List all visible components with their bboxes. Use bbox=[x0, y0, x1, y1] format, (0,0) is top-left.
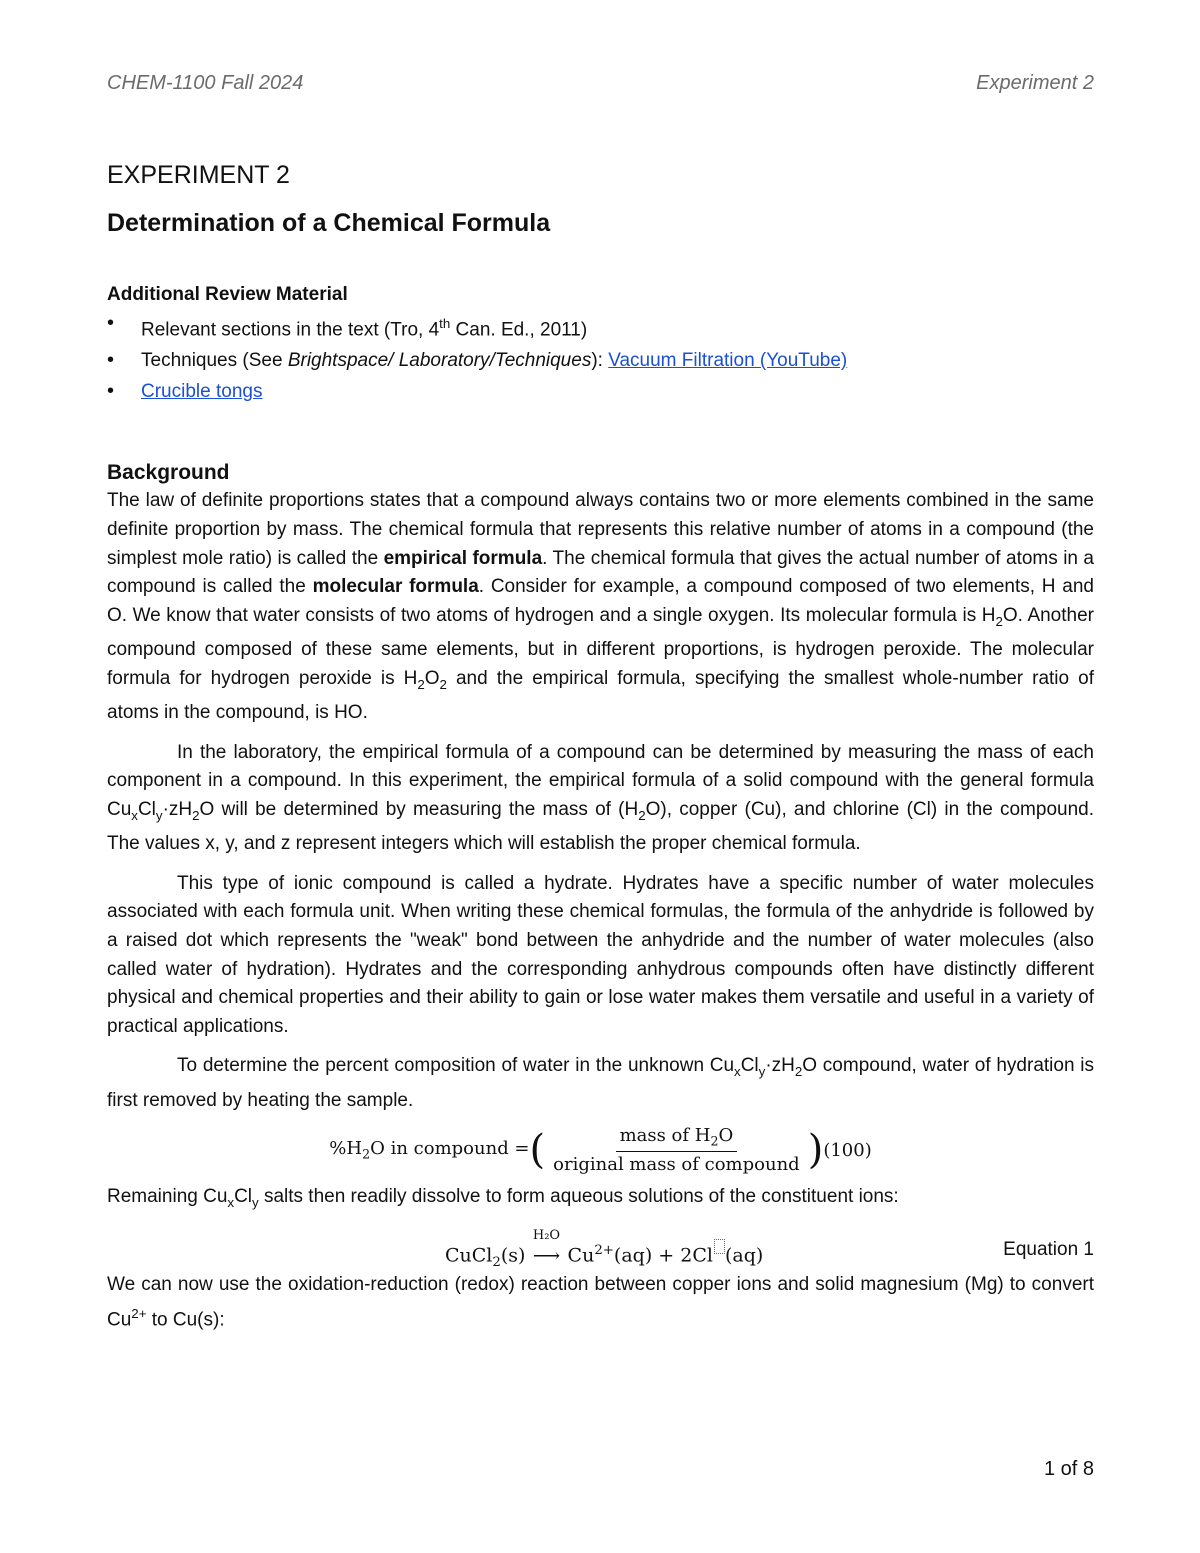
page-number: 1 of 8 bbox=[1043, 1458, 1094, 1480]
percent-water-equation bbox=[107, 1125, 1094, 1175]
list-item bbox=[141, 376, 1094, 407]
paragraph-1: The law of definite proportions states that a compound always contains two or more elements combined in the same definite proportion by mass. The chemical formula that represents this relative number of atoms in a compound (the simplest mole ratio) is called the empirical formula. The chemical formula that gives the actual number of atoms in a compound is called the molecular formula. Consider for example, a compound composed of two elements, H and O. We know that water consists of two atoms of hydrogen and a single oxygen. Its molecular formula is $H_2O$. Another compound composed of these same elements, but in different proportions, is hydrogen peroxide. The molecular formula for hydrogen peroxide is $H_2O_2$ and the empirical formula, specifying the smallest whole-number ratio of atoms in the compound, is HO. bbox=[107, 490, 1094, 724]
paren-close: ) bbox=[807, 1127, 824, 1174]
fraction-denominator: original mass of compound bbox=[553, 1153, 800, 1175]
paragraph-6: We can now use the oxidation-reduction (redox) reaction between copper ions and solid magnesium (Mg) to convert $Cu^{2+}$ to Cu(s): bbox=[107, 1274, 1094, 1331]
reaction-arrow-icon: H₂O ⟶ bbox=[532, 1227, 561, 1267]
equation-label: Equation 1 bbox=[1003, 1239, 1094, 1261]
page-title: EXPERIMENT 2 bbox=[107, 161, 290, 189]
equation-fraction bbox=[549, 1125, 804, 1175]
paren-open: ( bbox=[529, 1127, 546, 1174]
list-item: • Techniques (See Brightspace/ Laboratory/Techniques): Vacuum Filtration (YouTube) bbox=[141, 345, 1094, 376]
equation-factor: (100) bbox=[823, 1139, 872, 1161]
background-heading: Background bbox=[107, 461, 230, 485]
placeholder-box-icon bbox=[714, 1239, 725, 1254]
review-list bbox=[107, 308, 1094, 407]
list-item: • Relevant sections in the text (Tro, 4th Can. Ed., 2011) bbox=[141, 308, 1094, 345]
paragraph-4: To determine the percent composition of water in the unknown $Cu_xCl_y\cdot zH_2O$ compound, water of hydration is first removed by heating the sample. bbox=[107, 1055, 1094, 1111]
crucible-tongs-link[interactable]: Crucible tongs bbox=[141, 381, 263, 403]
paragraph-2: In the laboratory, the empirical formula of a compound can be determined by measuring the mass of each component in a compound. In this experiment, the empirical formula of a solid compound with the general formula $Cu_xCl_y\cdot zH_2O$ will be determined by measuring the mass of $(H_2O)$, copper (Cu), and chlorine (Cl) in the compound. The values x, y, and z represent integers which will establish the proper chemical formula. bbox=[107, 741, 1094, 855]
equation-1 bbox=[107, 1225, 1094, 1271]
page-subtitle: Determination of a Chemical Formula bbox=[107, 209, 551, 237]
review-heading: Additional Review Material bbox=[107, 284, 348, 305]
equation-1-body: CuCl$_2$(s) H₂O ⟶ $Cu^{2+}(aq) + 2Cl$ (aq) bbox=[445, 1227, 764, 1271]
header-course: CHEM-1100 Fall 2024 bbox=[107, 72, 304, 94]
paragraph-5: Remaining $Cu_xCl_y$ salts then readily dissolve to form aqueous solutions of the constituent ions: bbox=[107, 1185, 899, 1210]
vacuum-filtration-link[interactable]: Vacuum Filtration (YouTube) bbox=[608, 350, 848, 372]
header-experiment: Experiment 2 bbox=[976, 72, 1094, 94]
fraction-numerator: mass of $H_2O$ bbox=[616, 1125, 738, 1152]
paragraph-3: This type of ionic compound is called a hydrate. Hydrates have a specific number of water molecules associated with each formula unit. When writing these chemical formulas, the formula of the anhydride is followed by a raised dot which represents the "weak" bond between the anhydride and the number of water molecules (also called water of hydration). Hydrates and the corresponding anhydrous compounds often have distinctly different physical and chemical properties and their ability to gain or lose water makes them versatile and useful in a variety of practical applications. bbox=[107, 872, 1094, 1037]
page-content bbox=[107, 158, 1094, 1335]
equation-lhs: $\%H_2O$ in compound = bbox=[329, 1138, 530, 1162]
